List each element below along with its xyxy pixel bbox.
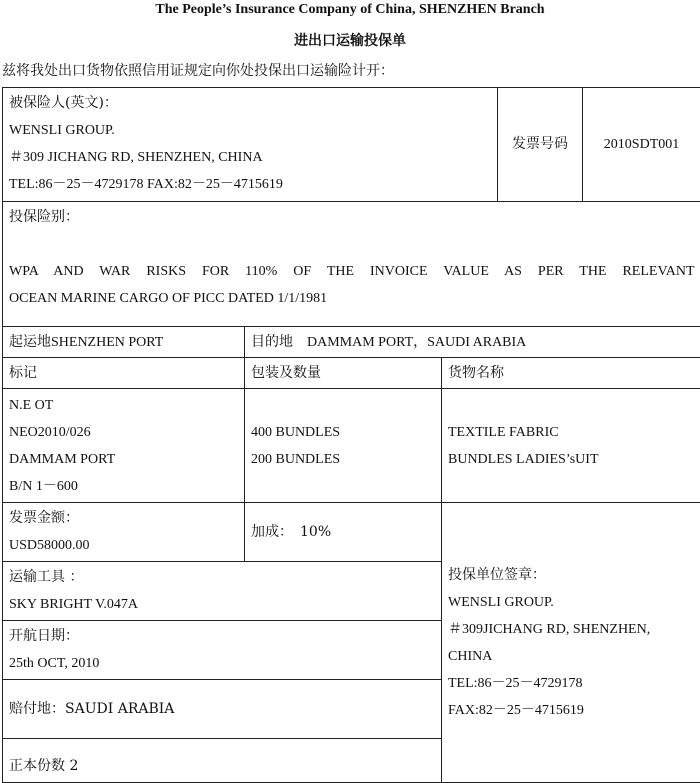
invoice-no-value: 2010SDT001 xyxy=(583,88,700,202)
application-table xyxy=(2,87,700,783)
applicant-cell xyxy=(442,503,700,783)
destination-cell: 目的地 DAMMAM PORT，SAUDI ARABIA xyxy=(245,327,700,358)
claims-payable-cell: 赔付地：SAUDI ARABIA xyxy=(3,680,442,739)
marks-line: B/N 1－600 xyxy=(9,473,238,500)
goods-cell xyxy=(442,389,700,503)
conveyance-cell xyxy=(3,562,442,621)
packing-cell xyxy=(245,389,442,503)
packing-header: 包装及数量 xyxy=(245,358,442,389)
invoice-amount-value: USD58000.00 xyxy=(9,532,238,559)
sailing-date-label: 开航日期： xyxy=(9,623,435,650)
company-name: The People’s Insurance Company of China, SHENZHEN Branch xyxy=(0,2,700,18)
goods-header: 货物名称 xyxy=(442,358,700,389)
conveyance-value: SKY BRIGHT V.047A xyxy=(9,591,435,618)
invoice-amount-label: 发票金额： xyxy=(9,505,238,532)
marks-cell xyxy=(3,389,245,503)
insured-address: ＃309 JICHANG RD, SHENZHEN, CHINA xyxy=(9,144,491,171)
applicant-fax: FAX:82－25－4715619 xyxy=(448,697,695,724)
applicant-address-2: CHINA xyxy=(448,643,695,670)
originals-cell: 正本份数 2 xyxy=(3,739,442,783)
applicant-tel: TEL:86－25－4729178 xyxy=(448,670,695,697)
sailing-date-cell xyxy=(3,621,442,680)
marks-line: DAMMAM PORT xyxy=(9,446,238,473)
invoice-amount-cell xyxy=(3,503,245,562)
marks-line: N.E OT xyxy=(9,392,238,419)
conveyance-label: 运输工具 ： xyxy=(9,564,435,591)
coverage-label: 投保险别： xyxy=(9,204,695,231)
goods-line: BUNDLES LADIES’sUIT xyxy=(448,446,695,473)
origin-cell: 起运地SHENZHEN PORT xyxy=(3,327,245,358)
markup-cell: 加成： 10% xyxy=(245,503,442,562)
coverage-line-1: WPA AND WAR RISKS FOR 110% OF THE INVOICE VALUE AS PER THE RELEVANT xyxy=(9,258,695,285)
invoice-no-label: 发票号码 xyxy=(498,88,583,202)
insured-label: 被保险人(英文)： xyxy=(9,90,491,117)
insured-name: WENSLI GROUP. xyxy=(9,117,491,144)
coverage-line-2: OCEAN MARINE CARGO OF PICC DATED 1/1/1981 xyxy=(9,285,695,312)
packing-line: 200 BUNDLES xyxy=(251,446,435,473)
goods-line: TEXTILE FABRIC xyxy=(448,419,695,446)
applicant-name: WENSLI GROUP. xyxy=(448,589,695,616)
packing-line: 400 BUNDLES xyxy=(251,419,435,446)
coverage-cell xyxy=(3,202,700,327)
insured-contact: TEL:86－25－4729178 FAX:82－25－4715619 xyxy=(9,171,491,198)
intro-text: 兹将我处出口货物依照信用证规定向你处投保出口运输险计开： xyxy=(2,60,394,80)
applicant-address-1: ＃309JICHANG RD, SHENZHEN, xyxy=(448,616,695,643)
applicant-label: 投保单位签章： xyxy=(448,562,695,589)
marks-line: NEO2010/026 xyxy=(9,419,238,446)
form-title: 进出口运输投保单 xyxy=(0,30,700,50)
insured-cell xyxy=(3,88,498,202)
marks-header: 标记 xyxy=(3,358,245,389)
sailing-date-value: 25th OCT, 2010 xyxy=(9,650,435,677)
